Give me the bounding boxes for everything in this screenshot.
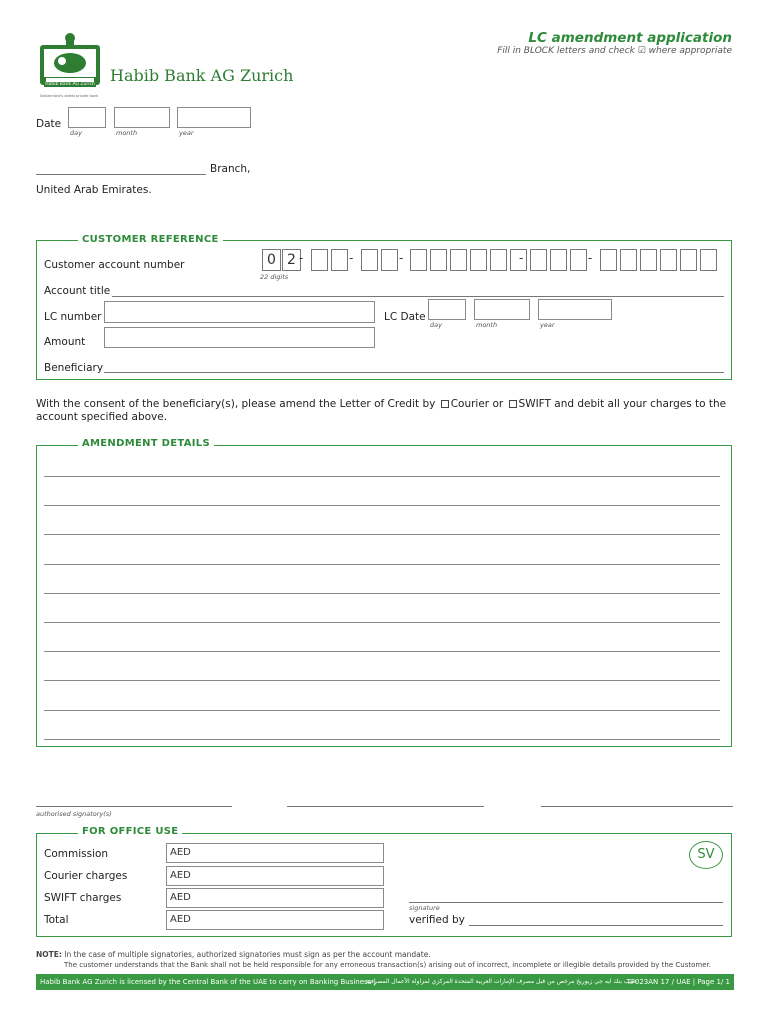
account-digit-box[interactable] xyxy=(311,249,328,271)
account-digit-box[interactable] xyxy=(550,249,567,271)
signature-line-1[interactable] xyxy=(36,806,232,807)
account-digit-box[interactable] xyxy=(530,249,547,271)
consent-text xyxy=(36,398,736,424)
account-dash: - xyxy=(519,251,524,265)
lc-date-day-hint: day xyxy=(430,321,442,329)
amendment-line[interactable] xyxy=(44,564,720,565)
account-digit-box[interactable]: 0 xyxy=(262,249,281,271)
consent-swift: SWIFT and debit all your charges to the xyxy=(518,398,727,410)
form-title: LC amendment application xyxy=(528,30,732,46)
amendment-section xyxy=(36,445,732,747)
amount-label: Amount xyxy=(44,336,86,348)
account-digit-box[interactable] xyxy=(430,249,447,271)
date-year-hint: year xyxy=(179,129,194,137)
consent-courier: Courier or xyxy=(450,398,504,410)
note-line2: The customer understands that the Bank shall not be held responsible for any erroneous transaction(s) arising out of incorrect, incomplete or illegible details provided by the Customer. xyxy=(64,961,711,969)
signature-line-2[interactable] xyxy=(287,806,484,807)
amendment-line[interactable] xyxy=(44,534,720,535)
account-digit-box[interactable] xyxy=(361,249,378,271)
commission-field[interactable]: AED xyxy=(166,843,384,863)
date-label: Date xyxy=(36,118,62,130)
courier-checkbox[interactable] xyxy=(441,400,449,408)
courier-charges-field[interactable]: AED xyxy=(166,866,384,886)
amendment-line[interactable] xyxy=(44,710,720,711)
lc-date-year-field[interactable] xyxy=(538,299,612,320)
branch-country: United Arab Emirates. xyxy=(36,184,152,196)
total-field[interactable]: AED xyxy=(166,910,384,930)
account-digit-box[interactable] xyxy=(700,249,717,271)
swift-charges-label: SWIFT charges xyxy=(44,892,122,904)
signatory-label: authorised signatory(s) xyxy=(36,810,112,818)
note-line1: In the case of multiple signatories, authorized signatories must sign as per the account mandate. xyxy=(64,950,431,959)
lc-date-label: LC Date xyxy=(384,311,426,323)
account-title-label: Account title xyxy=(44,285,111,297)
signature-label: signature xyxy=(409,904,440,912)
account-digit-box[interactable] xyxy=(381,249,398,271)
verified-by-label: verified by xyxy=(409,914,465,926)
date-day-hint: day xyxy=(70,129,82,137)
footer-arabic: حبيب بنك ايه جي زيوريخ مرخص من قبل مصرف الإمارات العربية المتحدة المركزي لمزاولة الأعمال المصرفية xyxy=(366,978,638,985)
customer-reference-title: CUSTOMER REFERENCE xyxy=(78,234,223,245)
branch-field[interactable] xyxy=(36,174,206,175)
lc-number-label: LC number xyxy=(44,311,102,323)
footer-bar xyxy=(36,974,734,990)
beneficiary-field[interactable] xyxy=(104,372,724,373)
lc-date-month-field[interactable] xyxy=(474,299,530,320)
account-digit-box[interactable] xyxy=(640,249,657,271)
date-day-field[interactable] xyxy=(68,107,106,128)
sv-stamp xyxy=(689,841,723,869)
account-digit-box[interactable] xyxy=(331,249,348,271)
account-title-field[interactable] xyxy=(112,296,724,297)
consent-part1: With the consent of the beneficiary(s), please amend the Letter of Credit by xyxy=(36,398,436,410)
account-digit-box[interactable] xyxy=(680,249,697,271)
total-label: Total xyxy=(44,914,69,926)
account-digit-box[interactable]: 2 xyxy=(282,249,301,271)
amendment-line[interactable] xyxy=(44,651,720,652)
account-digit-box[interactable] xyxy=(450,249,467,271)
logo-tagline: Switzerland's oldest private bank xyxy=(40,94,99,98)
date-month-hint: month xyxy=(116,129,138,137)
date-month-field[interactable] xyxy=(114,107,170,128)
signature-field[interactable] xyxy=(409,902,723,903)
amendment-line[interactable] xyxy=(44,476,720,477)
swift-checkbox[interactable] xyxy=(509,400,517,408)
account-dash: - xyxy=(399,251,404,265)
branch-suffix: Branch, xyxy=(210,163,251,175)
account-digit-box[interactable] xyxy=(660,249,677,271)
courier-charges-label: Courier charges xyxy=(44,870,128,882)
consent-line2: account specified above. xyxy=(36,411,168,423)
sv-stamp-text: SV xyxy=(697,847,715,862)
amount-field[interactable] xyxy=(104,327,375,348)
signature-line-3[interactable] xyxy=(541,806,733,807)
commission-label: Commission xyxy=(44,848,109,860)
lc-number-field[interactable] xyxy=(104,301,375,323)
account-digit-box[interactable] xyxy=(570,249,587,271)
bank-name: Habib Bank AG Zurich xyxy=(110,66,294,85)
note xyxy=(36,950,736,970)
note-bold: NOTE: xyxy=(36,950,62,959)
swift-charges-field[interactable]: AED xyxy=(166,888,384,908)
amendment-line[interactable] xyxy=(44,505,720,506)
digits-hint: 22 digits xyxy=(260,273,289,281)
date-year-field[interactable] xyxy=(177,107,251,128)
amendment-line[interactable] xyxy=(44,593,720,594)
account-dash: - xyxy=(349,251,354,265)
footer-license: Habib Bank AG Zurich is licensed by the Central Bank of the UAE to carry on Banking Business | xyxy=(40,978,376,986)
account-digit-box[interactable] xyxy=(470,249,487,271)
office-title: FOR OFFICE USE xyxy=(78,826,182,837)
office-section xyxy=(36,833,732,937)
lc-date-month-hint: month xyxy=(476,321,498,329)
account-digit-box[interactable] xyxy=(490,249,507,271)
footer-code: TF023AN 17 / UAE | Page 1/ 1 xyxy=(626,978,730,986)
account-digit-box[interactable] xyxy=(410,249,427,271)
account-dash: - xyxy=(299,251,304,265)
account-dash: - xyxy=(588,251,593,265)
account-digit-box[interactable] xyxy=(620,249,637,271)
verified-by-field[interactable] xyxy=(469,925,723,926)
lc-date-day-field[interactable] xyxy=(428,299,466,320)
amendment-title: AMENDMENT DETAILS xyxy=(78,438,214,449)
amendment-line[interactable] xyxy=(44,680,720,681)
amendment-line[interactable] xyxy=(44,739,720,740)
beneficiary-label: Beneficiary xyxy=(44,362,104,374)
amendment-line[interactable] xyxy=(44,622,720,623)
logo-plate-text: Habib Bank AG Zurich xyxy=(45,82,95,87)
lc-date-year-hint: year xyxy=(540,321,555,329)
account-number-label: Customer account number xyxy=(44,259,185,271)
form-instruction: Fill in BLOCK letters and check ☑ where appropriate xyxy=(497,46,732,56)
account-digit-box[interactable] xyxy=(600,249,617,271)
